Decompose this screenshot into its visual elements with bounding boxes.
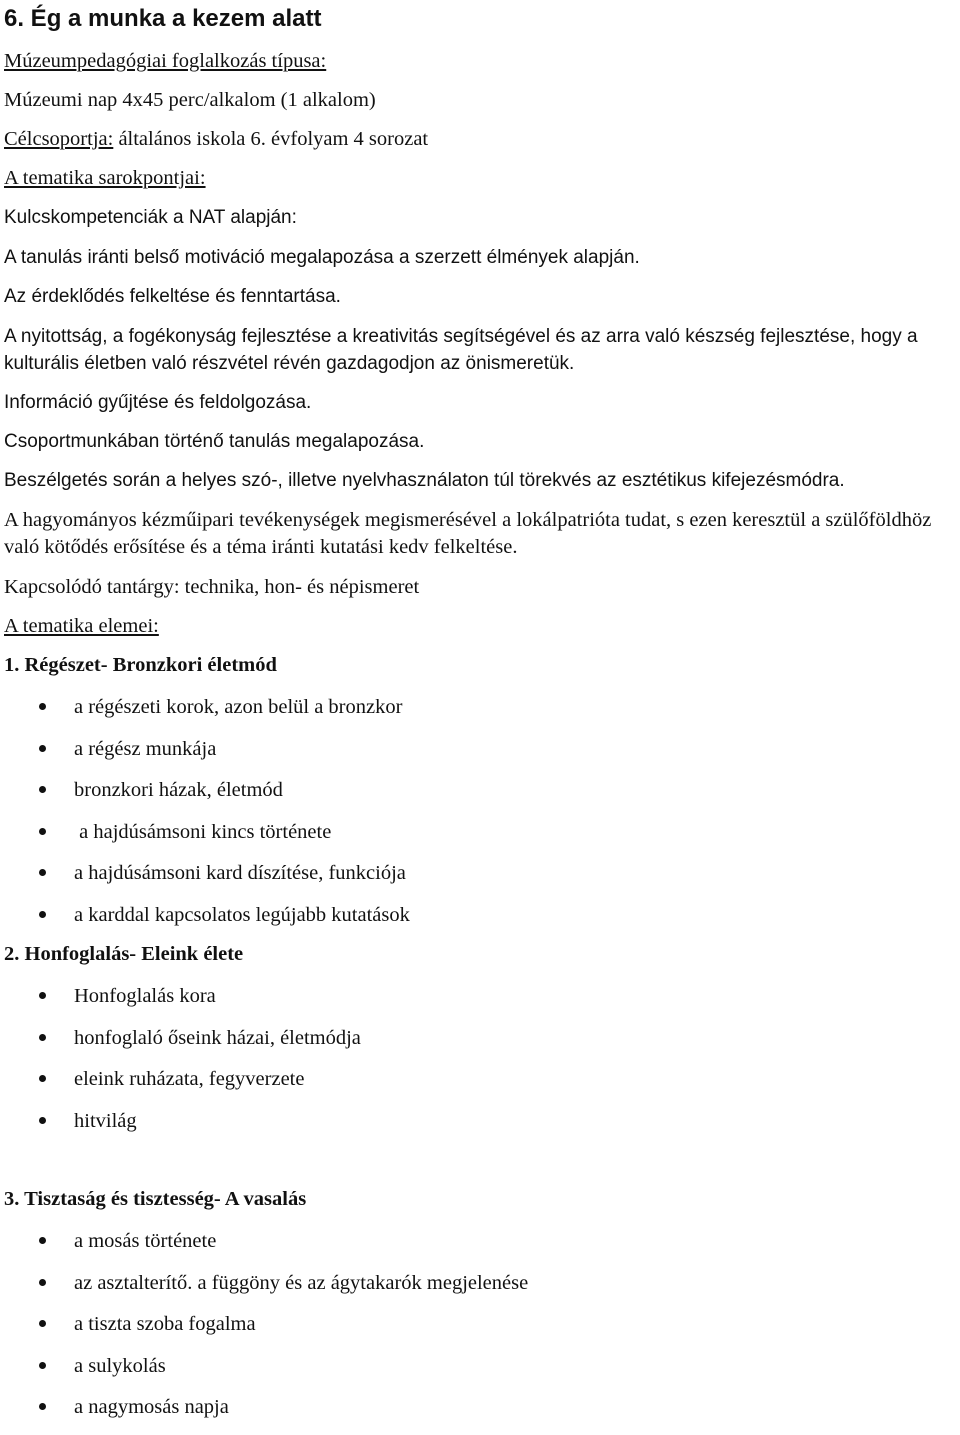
list-item: a tiszta szoba fogalma bbox=[0, 1310, 528, 1352]
subject-line: Kapcsolódó tantárgy: technika, hon- és népismeret bbox=[4, 576, 420, 598]
list-item: a mosás története bbox=[0, 1227, 528, 1269]
bullet-icon bbox=[39, 786, 46, 793]
interest-line: Az érdeklődés felkeltése és fenntartása. bbox=[4, 286, 341, 307]
groupwork-line: Csoportmunkában történő tanulás megalapozása. bbox=[4, 431, 425, 452]
motivation-line: A tanulás iránti belső motiváció megalapozása a szerzett élmények alapján. bbox=[4, 247, 640, 268]
elements-label: A tematika elemei: bbox=[4, 615, 159, 637]
bullet-icon bbox=[39, 745, 46, 752]
list-item: a régész munkája bbox=[0, 735, 410, 777]
crafts-paragraph: A hagyományos kézműipari tevékenységek megismerésével a lokálpatrióta tudat, s ezen keresztül a szülőföldhöz való kötődés erősítése és a téma iránti kutatási kedv felkeltése. bbox=[4, 509, 932, 558]
list-item: Honfoglalás kora bbox=[0, 982, 361, 1024]
list-item: a nagymosás napja bbox=[0, 1393, 528, 1435]
list-item: a hajdúsámsoni kincs története bbox=[0, 818, 410, 860]
bullet-icon bbox=[39, 1279, 46, 1286]
section-2-list bbox=[0, 982, 361, 1148]
list-item: eleink ruházata, fegyverzete bbox=[0, 1065, 361, 1107]
list-item: bronzkori házak, életmód bbox=[0, 776, 410, 818]
bullet-icon bbox=[39, 1362, 46, 1369]
bullet-icon bbox=[39, 911, 46, 918]
bullet-icon bbox=[39, 1403, 46, 1410]
bullet-icon bbox=[39, 828, 46, 835]
target-group-value: általános iskola 6. évfolyam 4 sorozat bbox=[113, 128, 429, 150]
section-1-heading: 1. Régészet- Bronzkori életmód bbox=[4, 654, 277, 676]
list-item: a hajdúsámsoni kard díszítése, funkciója bbox=[0, 859, 410, 901]
thematic-label: A tematika sarokpontjai: bbox=[4, 167, 206, 189]
bullet-icon bbox=[39, 1237, 46, 1244]
document-title: 6. Ég a munka a kezem alatt bbox=[4, 5, 322, 32]
section-3-heading: 3. Tisztaság és tisztesség- A vasalás bbox=[4, 1188, 307, 1210]
target-group-label: Célcsoportja: bbox=[4, 128, 114, 150]
openness-paragraph: A nyitottság, a fogékonyság fejlesztése a kreativitás segítségével és az arra való készség fejlesztése, hogy a kulturális életben való részvétel révén gazdagodjon az önismeretük. bbox=[4, 326, 918, 374]
activity-type-value: Múzeumi nap 4x45 perc/alkalom (1 alkalom) bbox=[4, 89, 376, 111]
target-group-line bbox=[4, 125, 956, 153]
list-item: hitvilág bbox=[0, 1107, 361, 1149]
list-item: a régészeti korok, azon belül a bronzkor bbox=[0, 693, 410, 735]
bullet-icon bbox=[39, 1117, 46, 1124]
bullet-icon bbox=[39, 992, 46, 999]
section-2-heading: 2. Honfoglalás- Eleink élete bbox=[4, 943, 244, 965]
list-item: honfoglaló őseink házai, életmódja bbox=[0, 1024, 361, 1066]
bullet-icon bbox=[39, 1075, 46, 1082]
section-3-list bbox=[0, 1227, 528, 1435]
competence-label: Kulcskompetenciák a NAT alapján: bbox=[4, 207, 297, 228]
activity-type-label: Múzeumpedagógiai foglalkozás típusa: bbox=[4, 50, 327, 72]
bullet-icon bbox=[39, 1034, 46, 1041]
bullet-icon bbox=[39, 869, 46, 876]
bullet-icon bbox=[39, 703, 46, 710]
section-1-list bbox=[0, 693, 410, 943]
list-item: az asztalterítő. a függöny és az ágytakarók megjelenése bbox=[0, 1269, 528, 1311]
information-line: Információ gyűjtése és feldolgozása. bbox=[4, 392, 312, 413]
bullet-icon bbox=[39, 1320, 46, 1327]
conversation-line: Beszélgetés során a helyes szó-, illetve nyelvhasználaton túl törekvés az esztétikus kifejezésmódra. bbox=[4, 470, 845, 491]
list-item: a sulykolás bbox=[0, 1352, 528, 1394]
list-item: a karddal kapcsolatos legújabb kutatások bbox=[0, 901, 410, 943]
